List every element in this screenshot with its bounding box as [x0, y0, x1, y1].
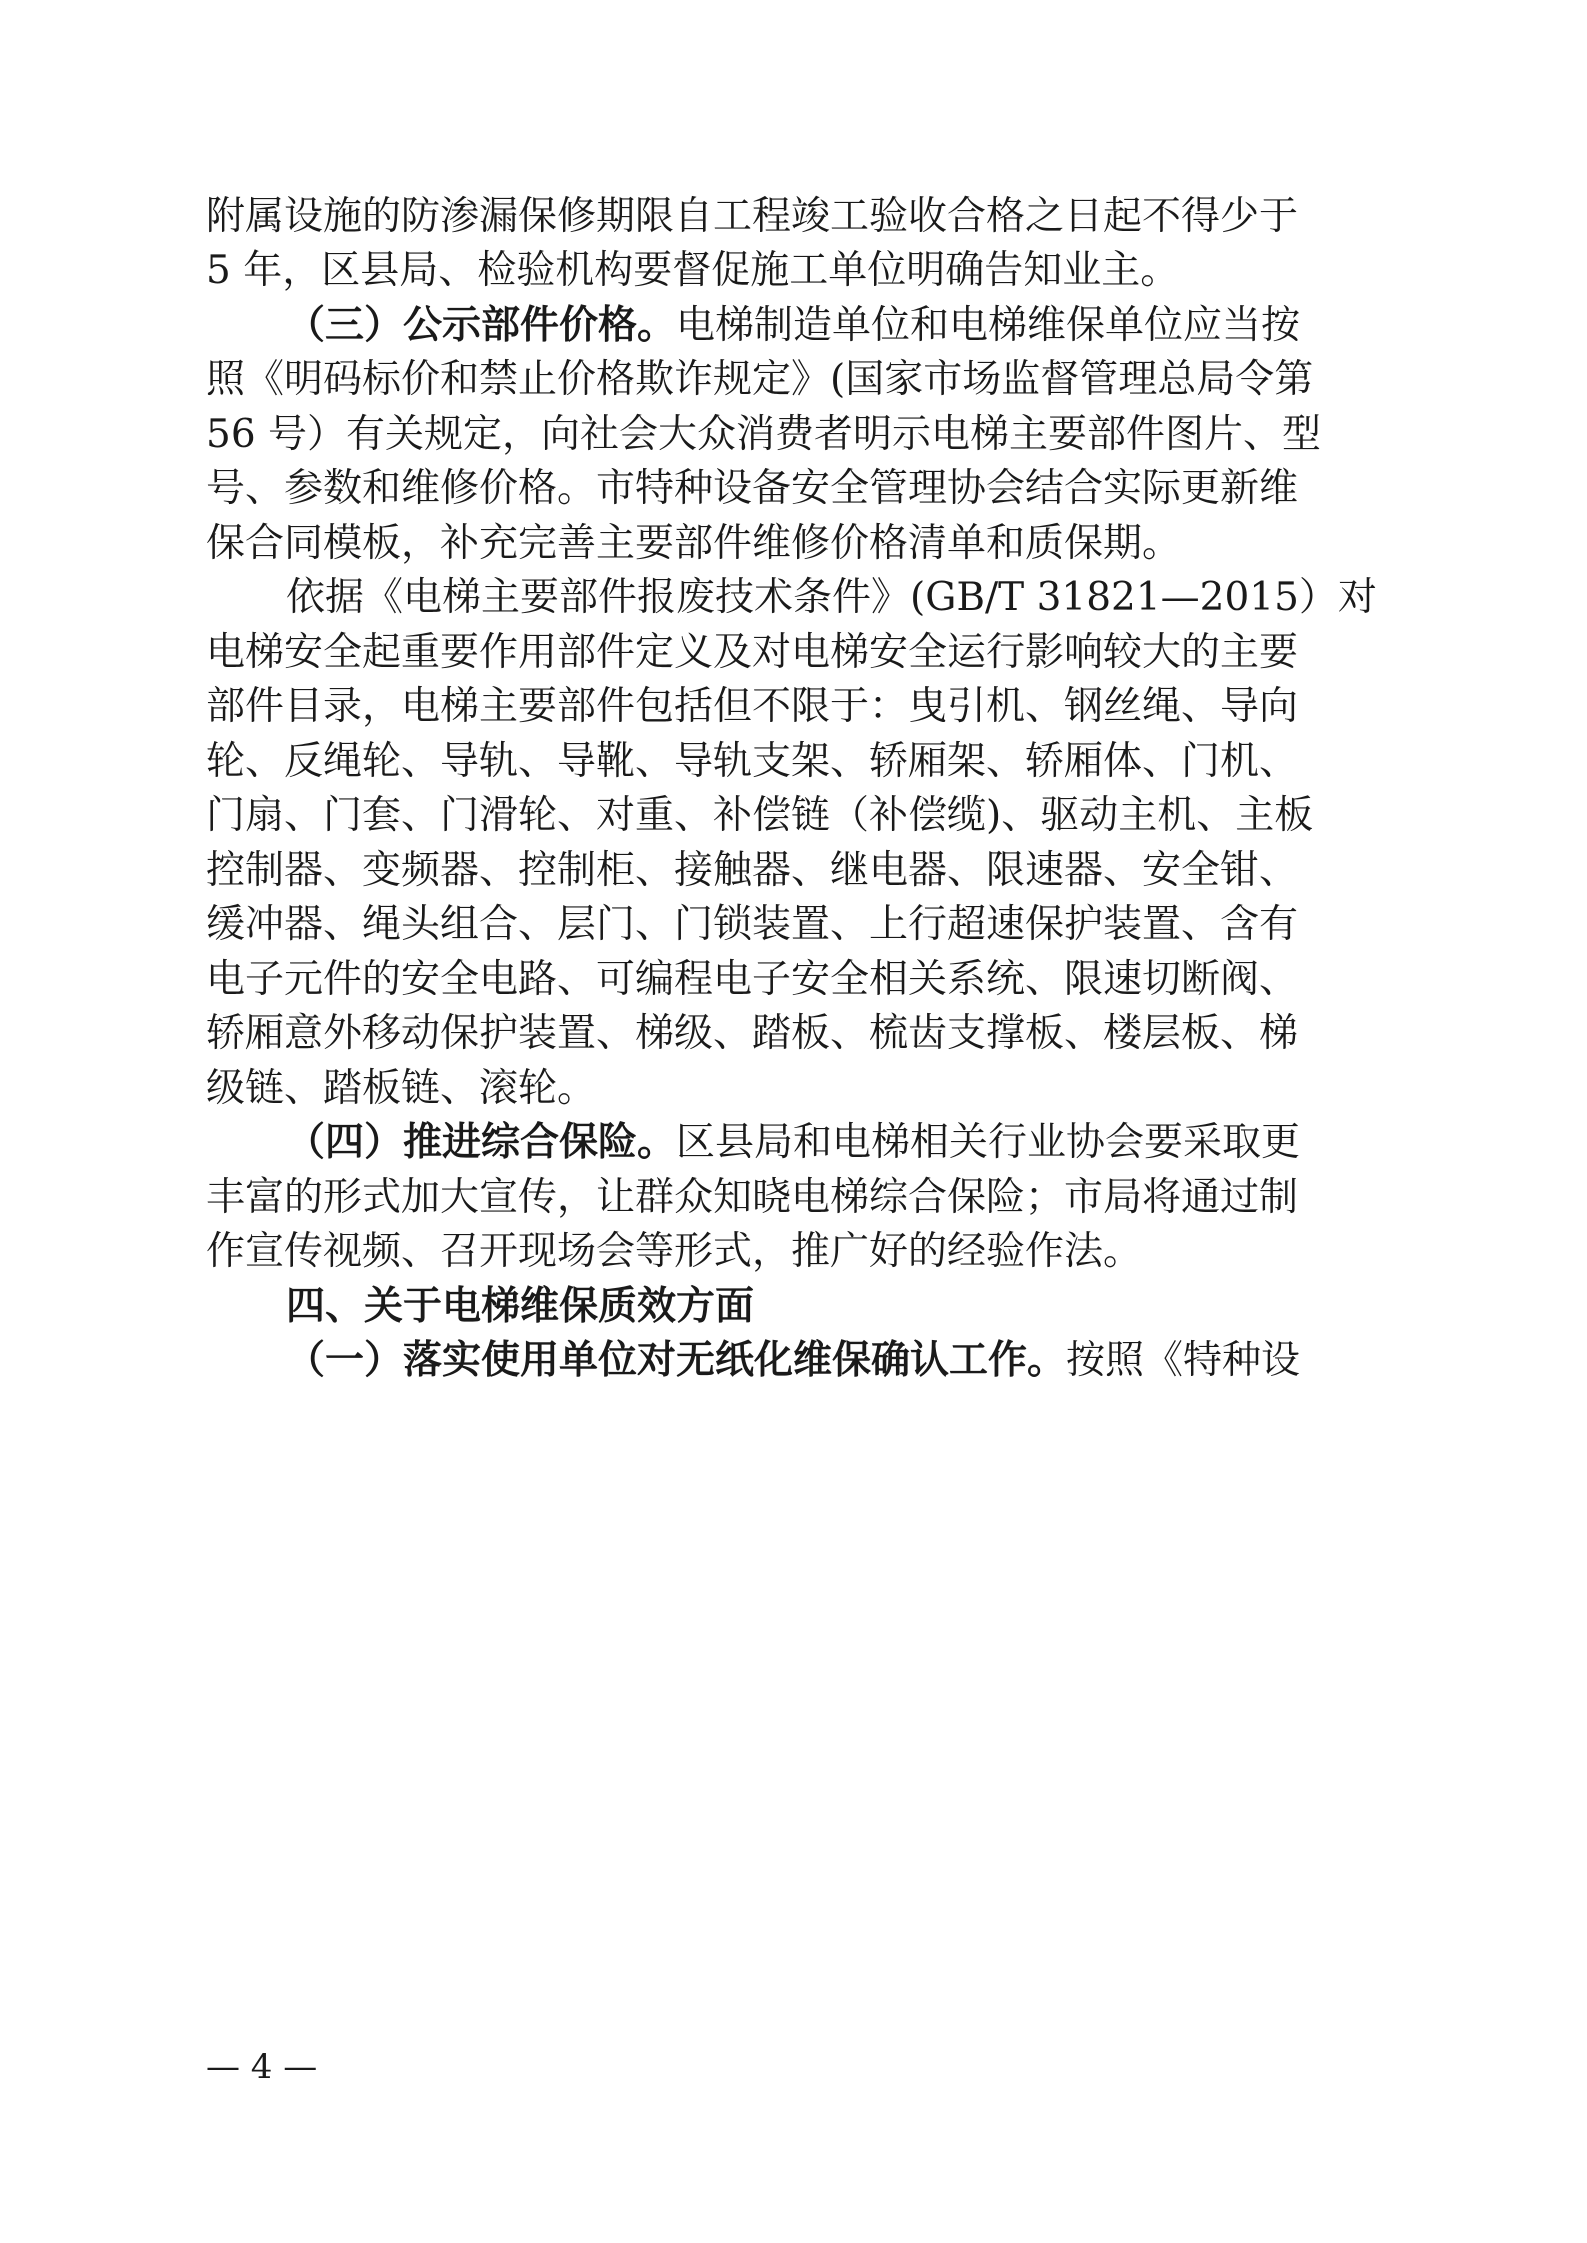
body-text-line: 缓冲器、绳头组合、层门、门锁装置、上行超速保护装置、含有	[206, 902, 1299, 947]
body-text-line: 56 号）有关规定，向社会大众消费者明示电梯主要部件图片、型	[206, 412, 1322, 457]
body-text-line: 照《明码标价和禁止价格欺诈规定》(国家市场监督管理总局令第	[206, 357, 1314, 402]
body-text-line: 依据《电梯主要部件报废技术条件》(GB/T 31821—2015）对	[286, 575, 1377, 620]
section-4-text: 区县局和电梯相关行业协会要采取更	[676, 1120, 1301, 1165]
section-1-text: 按照《特种设	[1066, 1338, 1301, 1383]
body-text-line: 轿厢意外移动保护装置、梯级、踏板、梳齿支撑板、楼层板、梯	[206, 1011, 1299, 1056]
section-4-paragraph	[286, 1118, 1300, 1168]
body-text-line: 级链、踏板链、滚轮。	[206, 1066, 597, 1111]
body-text-line: 附属设施的防渗漏保修期限自工程竣工验收合格之日起不得少于	[206, 194, 1299, 239]
body-text-line: 号、参数和维修价格。市特种设备安全管理协会结合实际更新维	[206, 466, 1299, 511]
body-text-line: 电梯安全起重要作用部件定义及对电梯安全运行影响较大的主要	[206, 630, 1299, 675]
body-text-line: 部件目录，电梯主要部件包括但不限于：曳引机、钢丝绳、导向	[206, 684, 1299, 729]
body-text-line: 控制器、变频器、控制柜、接触器、继电器、限速器、安全钳、	[206, 848, 1299, 893]
section-3-paragraph	[286, 301, 1300, 351]
section-1-lead: （一）落实使用单位对无纸化维保确认工作。	[286, 1338, 1067, 1383]
body-text-line: 作宣传视频、召开现场会等形式，推广好的经验作法。	[206, 1229, 1143, 1274]
body-text-line: 轮、反绳轮、导轨、导靴、导轨支架、轿厢架、轿厢体、门机、	[206, 739, 1299, 784]
body-text-line: 5 年，区县局、检验机构要督促施工单位明确告知业主。	[206, 248, 1180, 293]
section-3-lead: （三）公示部件价格。	[286, 303, 677, 348]
section-3-text: 电梯制造单位和电梯维保单位应当按	[676, 303, 1301, 348]
page-number: — 4 —	[206, 2047, 318, 2087]
section-4-lead: （四）推进综合保险。	[286, 1120, 677, 1165]
section-heading: 四、关于电梯维保质效方面	[286, 1284, 755, 1329]
body-text-line: 门扇、门套、门滑轮、对重、补偿链（补偿缆)、驱动主机、主板	[206, 793, 1314, 838]
section-1-paragraph	[286, 1336, 1300, 1386]
body-text-line: 保合同模板，补充完善主要部件维修价格清单和质保期。	[206, 521, 1182, 566]
body-text-line: 电子元件的安全电路、可编程电子安全相关系统、限速切断阀、	[206, 957, 1299, 1002]
body-text-line: 丰富的形式加大宣传，让群众知晓电梯综合保险；市局将通过制	[206, 1175, 1299, 1220]
